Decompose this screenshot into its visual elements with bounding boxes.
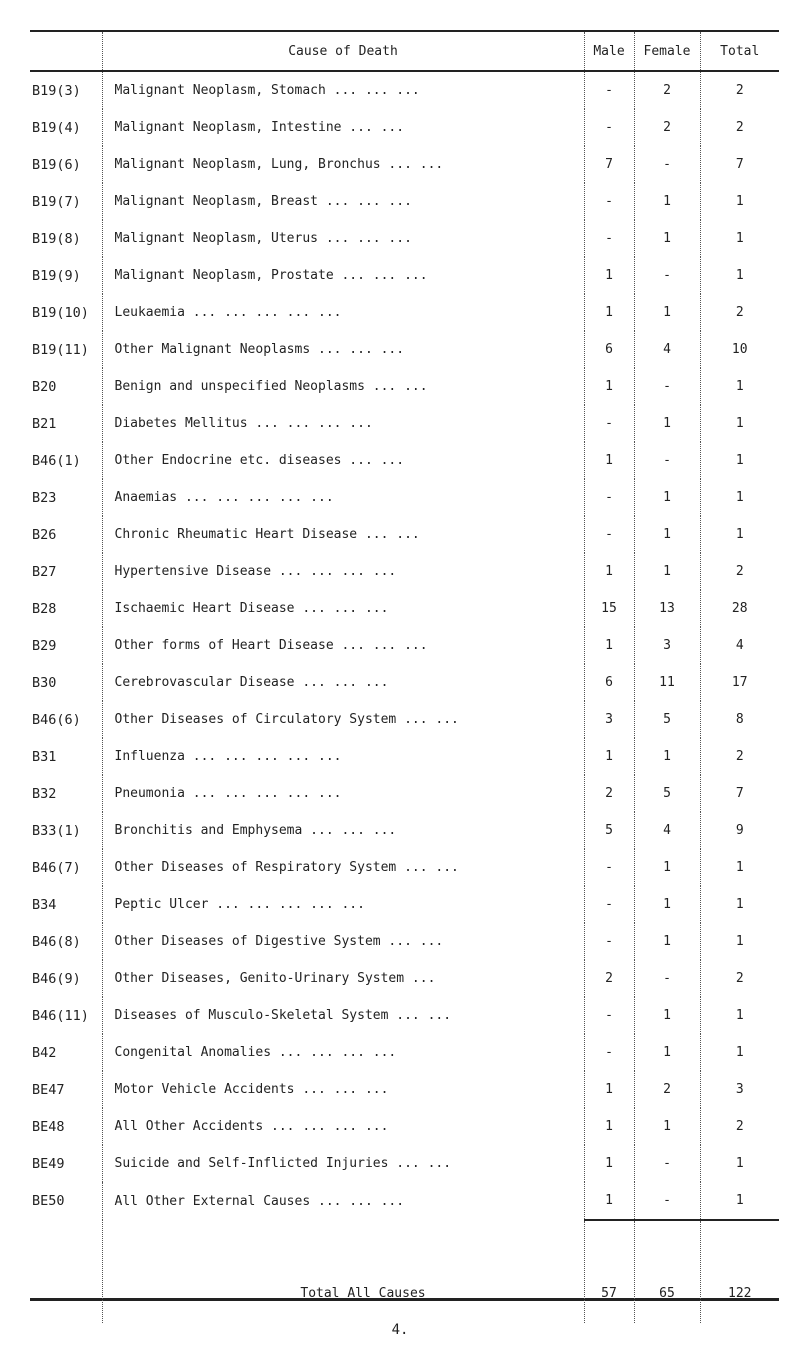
female-count: -	[634, 960, 700, 997]
cause-code: B34	[30, 886, 102, 923]
data-table	[30, 32, 779, 1323]
header-female: Female	[634, 32, 700, 71]
table-row	[30, 109, 779, 146]
female-count: 1	[634, 849, 700, 886]
female-count: 1	[634, 553, 700, 590]
table-row	[30, 590, 779, 627]
male-count: 2	[584, 960, 634, 997]
cause-of-death-table	[30, 30, 779, 1301]
table-row	[30, 220, 779, 257]
male-count: -	[584, 109, 634, 146]
table-row	[30, 71, 779, 109]
cause-code: B32	[30, 775, 102, 812]
male-count: -	[584, 405, 634, 442]
cause-name: Peptic Ulcer ... ... ... ... ...	[102, 886, 584, 923]
total-total: 122	[700, 1220, 779, 1323]
female-count: 1	[634, 923, 700, 960]
male-count: 6	[584, 331, 634, 368]
female-count: 2	[634, 109, 700, 146]
female-count: 1	[634, 1108, 700, 1145]
female-count: -	[634, 146, 700, 183]
total-count: 10	[731, 342, 748, 357]
cause-code: B29	[30, 627, 102, 664]
table-row	[30, 997, 779, 1034]
cause-name: Malignant Neoplasm, Uterus ... ... ...	[102, 220, 584, 257]
page-number: 4.	[391, 1322, 409, 1338]
table-row	[30, 294, 779, 331]
cause-code: BE49	[30, 1145, 102, 1182]
table-row	[30, 183, 779, 220]
female-count: 11	[634, 664, 700, 701]
cause-name: All Other External Causes ... ... ...	[102, 1182, 584, 1220]
table-row	[30, 701, 779, 738]
cause-code: B21	[30, 405, 102, 442]
cause-name: Other Diseases of Digestive System ... ...	[102, 923, 584, 960]
cause-code: B20	[30, 368, 102, 405]
cause-name: Other Diseases of Respiratory System ... ...	[102, 849, 584, 886]
cause-code: BE48	[30, 1108, 102, 1145]
total-count: 2	[735, 971, 744, 986]
cause-name: Suicide and Self-Inflicted Injuries ... ...	[102, 1145, 584, 1182]
female-count: 3	[634, 627, 700, 664]
cause-name: Diabetes Mellitus ... ... ... ...	[102, 405, 584, 442]
male-count: 1	[584, 1145, 634, 1182]
cause-name: Other Malignant Neoplasms ... ... ...	[102, 331, 584, 368]
cause-code: B23	[30, 479, 102, 516]
cause-name: Diseases of Musculo-Skeletal System ... ...	[102, 997, 584, 1034]
table-body	[30, 71, 779, 1220]
table-row	[30, 1145, 779, 1182]
total-count: 1	[735, 453, 744, 468]
cause-name: Malignant Neoplasm, Prostate ... ... ...	[102, 257, 584, 294]
cause-code: B19(9)	[30, 257, 102, 294]
total-count: 9	[735, 823, 744, 838]
total-count: 2	[735, 305, 744, 320]
female-count: 1	[634, 886, 700, 923]
cause-code: B19(8)	[30, 220, 102, 257]
cause-name: Bronchitis and Emphysema ... ... ...	[102, 812, 584, 849]
total-count: 1	[735, 527, 744, 542]
total-code-cell	[30, 1220, 102, 1323]
total-label: Total All Causes	[102, 1220, 584, 1323]
female-count: 2	[634, 1071, 700, 1108]
cause-code: B33(1)	[30, 812, 102, 849]
male-count: 1	[584, 738, 634, 775]
table-row	[30, 849, 779, 886]
cause-name: Other Diseases of Circulatory System ... ...	[102, 701, 584, 738]
male-count: 1	[584, 368, 634, 405]
cause-code: B19(3)	[30, 71, 102, 109]
cause-name: Cerebrovascular Disease ... ... ...	[102, 664, 584, 701]
cause-name: Malignant Neoplasm, Breast ... ... ...	[102, 183, 584, 220]
cause-code: B42	[30, 1034, 102, 1071]
male-count: 1	[584, 553, 634, 590]
total-male: 57	[584, 1220, 634, 1323]
total-count: 1	[735, 194, 744, 209]
cause-name: Benign and unspecified Neoplasms ... ...	[102, 368, 584, 405]
male-count: -	[584, 923, 634, 960]
cause-name: All Other Accidents ... ... ... ...	[102, 1108, 584, 1145]
table-row	[30, 257, 779, 294]
cause-name: Influenza ... ... ... ... ...	[102, 738, 584, 775]
total-row	[30, 1220, 779, 1323]
total-count: 1	[735, 897, 744, 912]
total-count: 1	[735, 379, 744, 394]
cause-code: B30	[30, 664, 102, 701]
total-count: 7	[735, 786, 744, 801]
table-row	[30, 664, 779, 701]
table-row	[30, 331, 779, 368]
female-count: 1	[634, 1034, 700, 1071]
table-row	[30, 738, 779, 775]
header-cause: Cause of Death	[102, 32, 584, 71]
total-count: 1	[735, 1045, 744, 1060]
total-count: 1	[735, 860, 744, 875]
cause-name: Malignant Neoplasm, Intestine ... ...	[102, 109, 584, 146]
table-row	[30, 442, 779, 479]
table-row	[30, 775, 779, 812]
total-count: 2	[735, 564, 744, 579]
table-row	[30, 368, 779, 405]
total-count: 1	[735, 268, 744, 283]
male-count: 2	[584, 775, 634, 812]
cause-code: B19(7)	[30, 183, 102, 220]
table-row	[30, 516, 779, 553]
male-count: 1	[584, 294, 634, 331]
female-count: 5	[634, 775, 700, 812]
male-count: 1	[584, 1108, 634, 1145]
total-count: 3	[735, 1082, 744, 1097]
header-total: Total	[700, 32, 779, 71]
cause-name: Anaemias ... ... ... ... ...	[102, 479, 584, 516]
female-count: 4	[634, 812, 700, 849]
table-row	[30, 553, 779, 590]
cause-code: B28	[30, 590, 102, 627]
female-count: 4	[634, 331, 700, 368]
male-count: 1	[584, 1182, 634, 1220]
table-row	[30, 479, 779, 516]
header-row	[30, 32, 779, 71]
female-count: -	[634, 1182, 700, 1220]
total-count: 1	[735, 1156, 744, 1171]
male-count: -	[584, 479, 634, 516]
female-count: 1	[634, 220, 700, 257]
total-female: 65	[634, 1220, 700, 1323]
male-count: -	[584, 997, 634, 1034]
cause-code: B46(7)	[30, 849, 102, 886]
table-row	[30, 923, 779, 960]
male-count: -	[584, 886, 634, 923]
table-row	[30, 812, 779, 849]
total-count: 28	[731, 601, 748, 616]
table-row	[30, 405, 779, 442]
cause-name: Ischaemic Heart Disease ... ... ...	[102, 590, 584, 627]
male-count: -	[584, 1034, 634, 1071]
female-count: -	[634, 257, 700, 294]
female-count: 2	[634, 71, 700, 109]
female-count: 1	[634, 405, 700, 442]
cause-code: B46(6)	[30, 701, 102, 738]
male-count: 15	[584, 590, 634, 627]
female-count: -	[634, 368, 700, 405]
male-count: -	[584, 183, 634, 220]
male-count: 1	[584, 627, 634, 664]
cause-code: BE50	[30, 1182, 102, 1220]
cause-name: Motor Vehicle Accidents ... ... ...	[102, 1071, 584, 1108]
male-count: -	[584, 516, 634, 553]
table-row	[30, 1182, 779, 1220]
table-row	[30, 1108, 779, 1145]
male-count: 1	[584, 1071, 634, 1108]
male-count: -	[584, 849, 634, 886]
cause-code: B46(1)	[30, 442, 102, 479]
table-row	[30, 627, 779, 664]
cause-name: Other forms of Heart Disease ... ... ...	[102, 627, 584, 664]
female-count: 1	[634, 183, 700, 220]
cause-code: B46(11)	[30, 997, 102, 1034]
female-count: 5	[634, 701, 700, 738]
cause-name: Pneumonia ... ... ... ... ...	[102, 775, 584, 812]
female-count: -	[634, 442, 700, 479]
cause-code: B19(4)	[30, 109, 102, 146]
cause-code: B46(9)	[30, 960, 102, 997]
female-count: 1	[634, 294, 700, 331]
female-count: 1	[634, 479, 700, 516]
table-row	[30, 1071, 779, 1108]
total-count: 1	[735, 416, 744, 431]
male-count: 6	[584, 664, 634, 701]
header-male: Male	[584, 32, 634, 71]
table-row	[30, 886, 779, 923]
female-count: 13	[634, 590, 700, 627]
female-count: -	[634, 1145, 700, 1182]
cause-code: B31	[30, 738, 102, 775]
cause-name: Other Endocrine etc. diseases ... ...	[102, 442, 584, 479]
cause-name: Congenital Anomalies ... ... ... ...	[102, 1034, 584, 1071]
cause-name: Chronic Rheumatic Heart Disease ... ...	[102, 516, 584, 553]
total-count: 17	[731, 675, 748, 690]
table-row	[30, 960, 779, 997]
cause-code: B26	[30, 516, 102, 553]
total-count: 2	[735, 120, 744, 135]
total-count: 4	[735, 638, 744, 653]
cause-code: B19(10)	[30, 294, 102, 331]
male-count: -	[584, 71, 634, 109]
total-count: 1	[735, 1193, 744, 1208]
cause-code: B46(8)	[30, 923, 102, 960]
cause-name: Malignant Neoplasm, Lung, Bronchus ... ...	[102, 146, 584, 183]
cause-code: B19(11)	[30, 331, 102, 368]
total-count: 2	[735, 1119, 744, 1134]
cause-code: BE47	[30, 1071, 102, 1108]
cause-code: B27	[30, 553, 102, 590]
male-count: 1	[584, 257, 634, 294]
total-count: 2	[735, 749, 744, 764]
male-count: 5	[584, 812, 634, 849]
male-count: 1	[584, 442, 634, 479]
female-count: 1	[634, 997, 700, 1034]
female-count: 1	[634, 516, 700, 553]
cause-name: Leukaemia ... ... ... ... ...	[102, 294, 584, 331]
cause-name: Other Diseases, Genito-Urinary System ...	[102, 960, 584, 997]
total-count: 2	[735, 83, 744, 98]
total-count: 7	[735, 157, 744, 172]
cause-name: Hypertensive Disease ... ... ... ...	[102, 553, 584, 590]
total-count: 1	[735, 1008, 744, 1023]
male-count: 7	[584, 146, 634, 183]
cause-name: Malignant Neoplasm, Stomach ... ... ...	[102, 71, 584, 109]
male-count: -	[584, 220, 634, 257]
table-row	[30, 1034, 779, 1071]
total-count: 8	[735, 712, 744, 727]
cause-code: B19(6)	[30, 146, 102, 183]
header-code	[30, 32, 102, 71]
table-row	[30, 146, 779, 183]
total-count: 1	[735, 490, 744, 505]
female-count: 1	[634, 738, 700, 775]
male-count: 3	[584, 701, 634, 738]
total-count: 1	[735, 231, 744, 246]
total-count: 1	[735, 934, 744, 949]
